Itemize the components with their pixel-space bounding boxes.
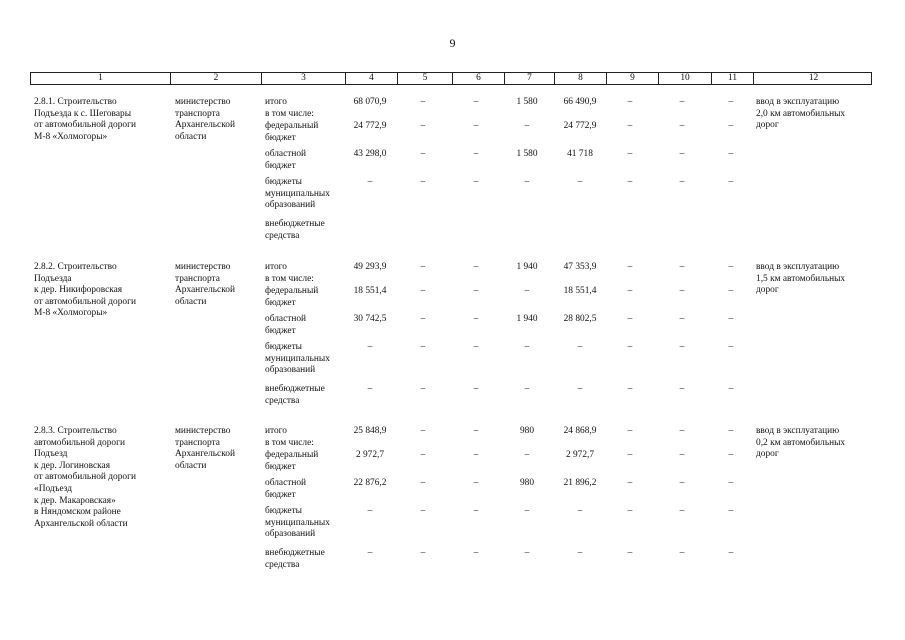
funding-source: внебюджетные средства bbox=[265, 384, 325, 406]
table-cell: – bbox=[679, 286, 685, 296]
measure-name: 2.8.2. Строительство Подъезда к дер. Никифоровская от автомобильной дороги М-8 «Холмогоры» bbox=[34, 262, 136, 319]
table-cell: – bbox=[728, 314, 734, 324]
table-cell: – bbox=[577, 342, 583, 352]
column-header: 4 bbox=[345, 73, 397, 84]
funding-source: итого bbox=[265, 262, 287, 272]
table-cell: – bbox=[679, 121, 685, 131]
funding-source: областной бюджет bbox=[265, 149, 307, 171]
table-cell: – bbox=[524, 450, 530, 460]
column-header: 10 bbox=[658, 73, 711, 84]
table-cell: – bbox=[473, 506, 479, 516]
table-cell: – bbox=[367, 384, 373, 394]
funding-source: итого bbox=[265, 426, 287, 436]
table-cell: – bbox=[367, 177, 373, 187]
funding-source: внебюджетные средства bbox=[265, 219, 325, 241]
table-cell: – bbox=[420, 314, 426, 324]
funding-source: бюджеты муниципальных образований bbox=[265, 342, 330, 376]
table-cell: – bbox=[627, 121, 633, 131]
table-cell: – bbox=[420, 548, 426, 558]
table-cell: 68 070,9 bbox=[353, 97, 387, 107]
table-cell: – bbox=[627, 384, 633, 394]
table-cell: – bbox=[420, 426, 426, 436]
executor: министерство транспорта Архангельской области bbox=[175, 97, 235, 142]
table-cell: 28 802,5 bbox=[563, 314, 597, 324]
table-cell: – bbox=[473, 384, 479, 394]
table-cell: – bbox=[367, 548, 373, 558]
table-cell: – bbox=[728, 149, 734, 159]
table-cell: – bbox=[524, 121, 530, 131]
table-cell: – bbox=[473, 177, 479, 187]
table-cell: – bbox=[524, 506, 530, 516]
column-header: 2 bbox=[170, 73, 261, 84]
column-header: 7 bbox=[504, 73, 554, 84]
table-cell: – bbox=[679, 548, 685, 558]
funding-source: федеральный бюджет bbox=[265, 121, 319, 143]
table-cell: – bbox=[679, 149, 685, 159]
table-cell: 30 742,5 bbox=[353, 314, 387, 324]
funding-source: в том числе: bbox=[265, 274, 314, 284]
funding-source: федеральный бюджет bbox=[265, 286, 319, 308]
table-cell: – bbox=[728, 506, 734, 516]
table-cell: – bbox=[577, 548, 583, 558]
table-cell: – bbox=[679, 384, 685, 394]
table-cell: – bbox=[367, 506, 373, 516]
table-cell: – bbox=[420, 149, 426, 159]
table-cell: – bbox=[473, 262, 479, 272]
table-cell: – bbox=[524, 384, 530, 394]
table-cell: – bbox=[627, 286, 633, 296]
column-header: 6 bbox=[452, 73, 504, 84]
table-cell: – bbox=[679, 426, 685, 436]
table-cell: – bbox=[524, 548, 530, 558]
table-cell: – bbox=[627, 262, 633, 272]
table-cell: – bbox=[627, 177, 633, 187]
table-cell: – bbox=[420, 478, 426, 488]
table-cell: – bbox=[728, 177, 734, 187]
funding-source: внебюджетные средства bbox=[265, 548, 325, 570]
expected-result: ввод в эксплуатацию 0,2 км автомобильных дорог bbox=[756, 426, 846, 460]
table-cell: – bbox=[473, 548, 479, 558]
table-cell: 66 490,9 bbox=[563, 97, 597, 107]
table-cell: 2 972,7 bbox=[565, 450, 595, 460]
measure-name: 2.8.3. Строительство автомобильной дороги Подъезд к дер. Логиновская от автомобильной дороги «Подъезд к дер. Макаровская» в Няндомском районе Архангельской области bbox=[34, 426, 136, 529]
table-cell: – bbox=[627, 314, 633, 324]
table-cell: – bbox=[524, 177, 530, 187]
funding-source: областной бюджет bbox=[265, 314, 307, 336]
table-cell: 1 580 bbox=[516, 97, 538, 107]
executor: министерство транспорта Архангельской области bbox=[175, 426, 235, 471]
table-cell: – bbox=[473, 286, 479, 296]
table-cell: – bbox=[627, 506, 633, 516]
funding-source: бюджеты муниципальных образований bbox=[265, 506, 330, 540]
table-cell: 2 972,7 bbox=[355, 450, 385, 460]
table-cell: – bbox=[627, 450, 633, 460]
table-cell: – bbox=[679, 262, 685, 272]
column-header: 1 bbox=[98, 73, 103, 83]
table-cell: 1 940 bbox=[516, 262, 538, 272]
table-cell: – bbox=[679, 450, 685, 460]
executor: министерство транспорта Архангельской области bbox=[175, 262, 235, 307]
table-header-row bbox=[30, 72, 872, 85]
table-cell: 41 718 bbox=[567, 149, 593, 159]
table-cell: – bbox=[728, 342, 734, 352]
table-cell: 47 353,9 bbox=[563, 262, 597, 272]
table-cell: 24 772,9 bbox=[353, 121, 387, 131]
table-cell: 980 bbox=[519, 426, 535, 436]
table-cell: 24 868,9 bbox=[563, 426, 597, 436]
table-cell: 43 298,0 bbox=[353, 149, 387, 159]
table-cell: – bbox=[728, 450, 734, 460]
table-cell: – bbox=[420, 177, 426, 187]
table-cell: 980 bbox=[519, 478, 535, 488]
table-cell: – bbox=[679, 506, 685, 516]
funding-source: в том числе: bbox=[265, 109, 314, 119]
table-cell: – bbox=[627, 548, 633, 558]
column-header: 5 bbox=[397, 73, 452, 84]
table-cell: 1 940 bbox=[516, 314, 538, 324]
table-cell: – bbox=[728, 426, 734, 436]
funding-source: итого bbox=[265, 97, 287, 107]
table-cell: – bbox=[728, 97, 734, 107]
table-cell: – bbox=[728, 286, 734, 296]
table-cell: 25 848,9 bbox=[353, 426, 387, 436]
expected-result: ввод в эксплуатацию 2,0 км автомобильных дорог bbox=[756, 97, 846, 131]
table-cell: – bbox=[627, 149, 633, 159]
column-header: 12 bbox=[753, 73, 873, 84]
column-header: 11 bbox=[711, 73, 753, 84]
table-cell: 24 772,9 bbox=[563, 121, 597, 131]
table-cell: – bbox=[679, 342, 685, 352]
table-cell: – bbox=[473, 342, 479, 352]
table-cell: – bbox=[728, 548, 734, 558]
table-cell: 22 876,2 bbox=[353, 478, 387, 488]
table-cell: – bbox=[473, 149, 479, 159]
table-cell: – bbox=[473, 450, 479, 460]
table-cell: – bbox=[473, 97, 479, 107]
table-cell: – bbox=[627, 342, 633, 352]
table-cell: 21 896,2 bbox=[563, 478, 597, 488]
column-header: 9 bbox=[606, 73, 658, 84]
table-cell: – bbox=[473, 314, 479, 324]
funding-source: федеральный бюджет bbox=[265, 450, 319, 472]
table-cell: 18 551,4 bbox=[563, 286, 597, 296]
table-cell: – bbox=[420, 506, 426, 516]
table-cell: – bbox=[627, 426, 633, 436]
table-cell: – bbox=[728, 384, 734, 394]
table-cell: – bbox=[420, 384, 426, 394]
table-cell: – bbox=[473, 478, 479, 488]
table-cell: – bbox=[524, 286, 530, 296]
table-cell: 49 293,9 bbox=[353, 262, 387, 272]
table-cell: – bbox=[420, 342, 426, 352]
table-cell: – bbox=[577, 506, 583, 516]
table-cell: – bbox=[420, 262, 426, 272]
table-cell: – bbox=[679, 314, 685, 324]
table-cell: – bbox=[524, 342, 530, 352]
table-cell: – bbox=[627, 97, 633, 107]
table-cell: – bbox=[473, 426, 479, 436]
table-cell: – bbox=[420, 286, 426, 296]
funding-source: областной бюджет bbox=[265, 478, 307, 500]
table-cell: 1 580 bbox=[516, 149, 538, 159]
table-cell: – bbox=[367, 342, 373, 352]
funding-source: в том числе: bbox=[265, 438, 314, 448]
table-cell: – bbox=[577, 384, 583, 394]
column-header: 8 bbox=[554, 73, 606, 84]
table-cell: – bbox=[420, 450, 426, 460]
table-cell: – bbox=[728, 121, 734, 131]
column-header: 3 bbox=[261, 73, 345, 84]
table-cell: – bbox=[473, 121, 479, 131]
table-cell: – bbox=[627, 478, 633, 488]
table-cell: – bbox=[420, 121, 426, 131]
table-cell: – bbox=[728, 262, 734, 272]
table-cell: – bbox=[577, 177, 583, 187]
table-cell: – bbox=[420, 97, 426, 107]
table-cell: – bbox=[679, 97, 685, 107]
table-cell: – bbox=[679, 478, 685, 488]
funding-source: бюджеты муниципальных образований bbox=[265, 177, 330, 211]
table-cell: – bbox=[728, 478, 734, 488]
expected-result: ввод в эксплуатацию 1,5 км автомобильных дорог bbox=[756, 262, 846, 296]
measure-name: 2.8.1. Строительство Подъезда к с. Шеговары от автомобильной дороги М-8 «Холмогоры» bbox=[34, 97, 136, 142]
table-cell: – bbox=[679, 177, 685, 187]
page-number: 9 bbox=[449, 36, 456, 50]
table-cell: 18 551,4 bbox=[353, 286, 387, 296]
